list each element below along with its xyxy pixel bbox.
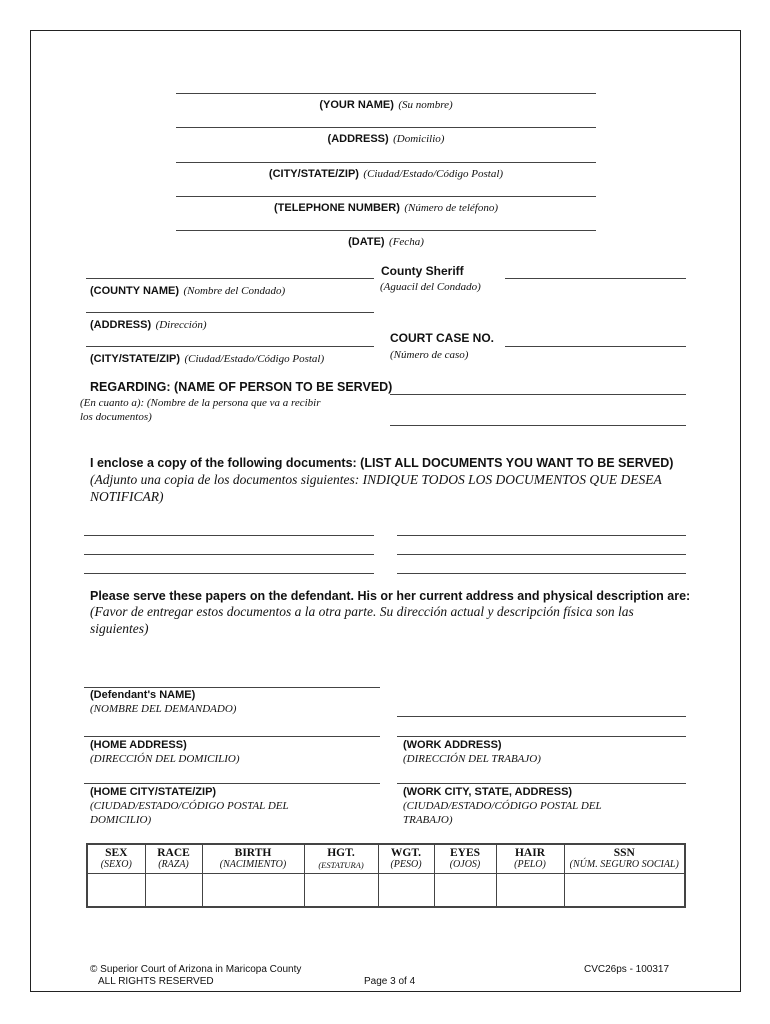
serve-es-line2: siguientes) bbox=[90, 621, 149, 636]
document-line-1[interactable] bbox=[84, 535, 374, 536]
column-header-weight: WGT. (PESO) bbox=[378, 844, 434, 874]
eyes-cell[interactable] bbox=[434, 874, 496, 908]
work-address-es: (DIRECCIÓN DEL TRABAJO) bbox=[403, 753, 541, 765]
work-address-label: (WORK ADDRESS) bbox=[403, 739, 502, 751]
ssn-cell[interactable] bbox=[564, 874, 685, 908]
document-line-4[interactable] bbox=[397, 535, 686, 536]
work-address-line[interactable] bbox=[397, 736, 686, 737]
defendant-name-line[interactable] bbox=[84, 687, 380, 688]
sheriff-city-caption: (CITY/STATE/ZIP) (Ciudad/Estado/Código Postal) bbox=[90, 353, 325, 365]
table-header-row bbox=[87, 844, 685, 874]
defendant-name-es: (NOMBRE DEL DEMANDADO) bbox=[90, 703, 237, 715]
enclose-es-line1: (Adjunto una copia de los documentos siguientes: INDIQUE TODOS LOS DOCUMENTOS QUE DESEA bbox=[90, 472, 662, 487]
column-header-ssn: SSN (NÚM. SEGURO SOCIAL) bbox=[564, 844, 685, 874]
column-header-hair: HAIR (PELO) bbox=[496, 844, 564, 874]
telephone-line[interactable] bbox=[176, 196, 596, 197]
footer-form-code: CVC26ps - 100317 bbox=[584, 964, 670, 975]
column-header-eyes: EYES (OJOS) bbox=[434, 844, 496, 874]
regarding-line-2[interactable] bbox=[390, 425, 686, 426]
home-address-es: (DIRECCIÓN DEL DOMICILIO) bbox=[90, 753, 240, 765]
county-sheriff-es: (Aguacil del Condado) bbox=[380, 281, 481, 293]
column-header-height: HGT. (ESTATURA) bbox=[304, 844, 378, 874]
work-city-es-line2: TRABAJO) bbox=[403, 814, 453, 826]
enclose-label: I enclose a copy of the following documents: (LIST ALL DOCUMENTS YOU WANT TO BE SERVED) bbox=[90, 456, 674, 470]
regarding-es-line1: (En cuanto a): (Nombre de la persona que va a recibir bbox=[80, 397, 321, 409]
column-header-race: RACE (RAZA) bbox=[145, 844, 202, 874]
document-line-5[interactable] bbox=[397, 554, 686, 555]
race-cell[interactable] bbox=[145, 874, 202, 908]
serve-label: Please serve these papers on the defendant. His or her current address and physical description are: bbox=[90, 589, 691, 603]
document-line-6[interactable] bbox=[397, 573, 686, 574]
address-line[interactable] bbox=[176, 127, 596, 128]
home-city-line[interactable] bbox=[84, 783, 380, 784]
sex-cell[interactable] bbox=[87, 874, 145, 908]
column-header-birth: BIRTH (NACIMIENTO) bbox=[202, 844, 304, 874]
home-address-line[interactable] bbox=[84, 736, 380, 737]
sheriff-address-line[interactable] bbox=[86, 312, 374, 313]
court-case-no-line[interactable] bbox=[505, 346, 686, 347]
defendant-name-label: (Defendant's NAME) bbox=[90, 689, 196, 701]
court-case-no-label: COURT CASE NO. bbox=[390, 331, 495, 345]
county-name-line[interactable] bbox=[86, 278, 374, 279]
county-name-caption: (COUNTY NAME) (Nombre del Condado) bbox=[90, 285, 286, 297]
home-city-es-line1: (CIUDAD/ESTADO/CÓDIGO POSTAL DEL bbox=[90, 800, 289, 812]
regarding-es-line2: los documentos) bbox=[80, 411, 152, 423]
your-name-line[interactable] bbox=[176, 93, 596, 94]
hair-cell[interactable] bbox=[496, 874, 564, 908]
home-city-label: (HOME CITY/STATE/ZIP) bbox=[90, 786, 217, 798]
defendant-extra-line[interactable] bbox=[397, 716, 686, 717]
your-name-caption: (YOUR NAME) (Su nombre) bbox=[319, 99, 453, 111]
column-header-sex: SEX (SEXO) bbox=[87, 844, 145, 874]
footer-page-number: Page 3 of 4 bbox=[364, 976, 416, 987]
enclose-es-line2: NOTIFICAR) bbox=[90, 489, 164, 504]
county-sheriff-line[interactable] bbox=[505, 278, 686, 279]
county-sheriff-label: County Sheriff bbox=[381, 264, 464, 278]
table-value-row bbox=[87, 874, 685, 908]
serve-es-line1: (Favor de entregar estos documentos a la otra parte. Su dirección actual y descripción física son las bbox=[90, 604, 634, 619]
home-address-label: (HOME ADDRESS) bbox=[90, 739, 187, 751]
birth-cell[interactable] bbox=[202, 874, 304, 908]
work-city-label: (WORK CITY, STATE, ADDRESS) bbox=[403, 786, 573, 798]
court-case-no-es: (Número de caso) bbox=[390, 349, 469, 361]
date-caption: (DATE) (Fecha) bbox=[348, 236, 424, 248]
home-city-es-line2: DOMICILIO) bbox=[90, 814, 152, 826]
footer-rights: ALL RIGHTS RESERVED bbox=[98, 976, 214, 987]
sheriff-city-line[interactable] bbox=[86, 346, 374, 347]
document-line-3[interactable] bbox=[84, 573, 374, 574]
regarding-line-1[interactable] bbox=[390, 394, 686, 395]
regarding-label: REGARDING: (NAME OF PERSON TO BE SERVED) bbox=[90, 380, 393, 394]
work-city-es-line1: (CIUDAD/ESTADO/CÓDIGO POSTAL DEL bbox=[403, 800, 602, 812]
city-state-zip-caption: (CITY/STATE/ZIP) (Ciudad/Estado/Código Postal) bbox=[268, 168, 504, 180]
date-line[interactable] bbox=[176, 230, 596, 231]
work-city-line[interactable] bbox=[397, 783, 686, 784]
physical-description-table bbox=[86, 843, 686, 908]
height-cell[interactable] bbox=[304, 874, 378, 908]
footer-copyright: © Superior Court of Arizona in Maricopa County bbox=[90, 964, 302, 975]
address-caption: (ADDRESS) (Domicilio) bbox=[327, 133, 445, 145]
weight-cell[interactable] bbox=[378, 874, 434, 908]
document-line-2[interactable] bbox=[84, 554, 374, 555]
sheriff-address-caption: (ADDRESS) (Dirección) bbox=[90, 319, 207, 331]
telephone-caption: (TELEPHONE NUMBER) (Número de teléfono) bbox=[273, 202, 499, 214]
city-state-zip-line[interactable] bbox=[176, 162, 596, 163]
